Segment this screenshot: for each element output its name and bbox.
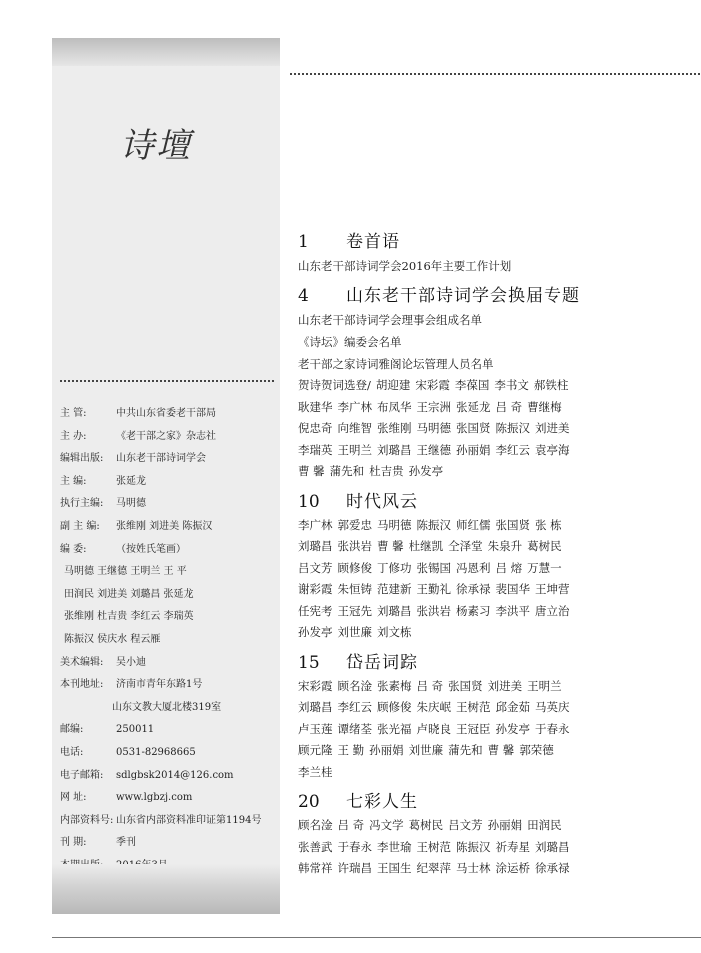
toc-section [298,487,698,644]
author-name: 葛树民 [408,818,444,832]
masthead-value: 山东省内部资料准印证第1194号 [116,814,262,826]
masthead-row [60,742,278,765]
sidebar-top-texture [52,38,280,66]
author-name: 许瑞昌 [337,861,372,875]
author-name: 张维刚 [377,421,412,435]
author-name: 于春永 [535,721,570,736]
toc-item[interactable]: 山东老干部诗词学会理事会组成名单 [298,313,482,327]
author-name: 孙发亭 [298,625,333,639]
author-name: 卢玉莲 [298,721,333,736]
author-name: 张国贤 [456,421,491,435]
masthead-row [60,403,278,426]
author-name: 顾修俊 [337,560,372,575]
toc-page-number: 1 [298,232,309,252]
editor-names-row: 陈振汉 侯庆水 程云雁 [64,633,161,645]
masthead-value: （按姓氏笔画） [116,543,186,555]
toc-section-heading[interactable] [298,487,698,515]
author-name: 仝泽堂 [448,539,483,553]
toc-section-title: 山东老干部诗词学会换届专题 [346,286,580,306]
masthead-row [60,765,278,788]
author-name: 王坤营 [535,582,570,596]
author-name: 孙发亭 [408,464,444,478]
sidebar-divider [60,380,274,382]
author-name: 刘进美 [535,421,570,435]
address-line-2: 山东文教大厦北楼319室 [112,701,222,713]
author-name: 李瑞英 [298,442,333,457]
author-name: 刘世廉 [337,625,372,639]
author-name: 蒲先和 [448,743,483,757]
author-name: 朱庆岷 [416,700,451,714]
author-name: 刘璐昌 [377,442,412,457]
masthead-value: 250011 [116,724,155,736]
masthead-row [60,471,278,494]
masthead-row [60,719,278,742]
author-name: 郝铁柱 [533,378,569,392]
masthead-value: 山东老干部诗词学会 [116,453,206,465]
toc-section [298,281,698,483]
author-name: 丁修功 [377,560,412,575]
header-divider [290,73,700,75]
author-name: 杜继凯 [408,539,444,553]
author-row [298,837,698,859]
author-name: 朱泉升 [487,539,523,553]
author-name: 吕文芳 [298,560,333,575]
author-name: 孙丽娟 [369,743,404,757]
author-name: 胡迎建 [375,378,411,392]
author-name: 吕 奇 [416,678,444,693]
masthead-row [60,426,278,449]
author-name: 马明德 [416,421,451,435]
author-name: 陈振汉 [456,839,491,854]
toc-section [298,227,698,277]
author-name: 郭爱忠 [337,517,372,532]
author-name: 万慧一 [527,560,562,575]
author-name: 刘璐昌 [298,539,333,553]
toc-section-title: 时代风云 [346,491,418,512]
author-name: 涂运桥 [495,861,530,875]
author-name: 李洪平 [495,603,530,618]
author-name: 李葆国 [454,378,490,392]
author-list [298,815,698,880]
author-name: 王勤礼 [416,582,451,596]
author-name: 王明兰 [337,442,372,457]
masthead-row [60,448,278,471]
masthead-label: 执行主编: [60,498,104,510]
author-name: 王树范 [416,839,451,854]
author-name: 张国贤 [495,517,530,532]
masthead-label: 电话: [60,746,84,758]
author-name: 田润民 [527,818,562,832]
author-name: 向维智 [337,421,372,435]
author-row [298,858,698,880]
masthead-value: 马明德 [116,498,146,510]
author-row [298,676,698,698]
author-name: 李世瑜 [377,839,412,854]
author-name: 王国生 [377,861,412,875]
toc-section-heading[interactable] [298,648,698,676]
author-name: 袁亭海 [535,442,570,457]
toc-section-heading[interactable] [298,227,698,255]
author-name: 王明兰 [527,678,562,693]
author-name: 曹 馨 [298,464,325,478]
author-list [298,375,698,483]
author-name: 顾名淦 [337,678,372,693]
author-name: 李广林 [337,399,372,414]
masthead-label: 主 办: [60,430,87,442]
author-name: 谢彩霞 [298,582,333,596]
author-name: 张洪岩 [416,603,451,618]
author-name: 吕文芳 [448,818,483,832]
author-name: 李红云 [337,700,372,714]
author-row [298,601,698,623]
table-of-contents [298,227,698,884]
author-name: 吕 奇 [495,399,523,414]
author-name: 宋彩霞 [298,678,333,693]
author-name: 裴国华 [495,582,530,596]
author-name: 张洪岩 [337,539,372,553]
author-name: 顾名淦 [298,818,333,832]
author-row [298,536,698,558]
author-name: 谭绪荃 [337,721,372,736]
author-name: 曹 馨 [377,539,404,553]
author-row [298,440,698,462]
masthead-label: 网 址: [60,792,87,804]
toc-section [298,648,698,784]
author-name: 倪忠奇 [298,421,333,435]
masthead-row [60,539,278,562]
author-name: 李兰桂 [298,764,333,779]
author-row [298,397,698,419]
author-name: 布凤华 [377,399,412,414]
masthead-row [60,810,278,833]
author-name: 张光福 [377,721,412,736]
masthead-value: 吴小迪 [116,656,146,668]
author-row [298,622,698,644]
author-name: 李书文 [494,378,529,392]
masthead-label: 电子邮箱: [60,769,104,781]
author-name: 贺诗贺词选登/ [298,378,371,392]
masthead-label: 刊 期: [60,837,87,849]
author-name: 刘文栋 [377,625,412,639]
author-name: 任宪考 [298,603,333,618]
sidebar-bottom-texture [52,864,280,914]
author-name: 师红儒 [456,517,491,532]
author-row [298,740,698,762]
toc-section-title: 七彩人生 [346,792,418,812]
toc-item[interactable]: 山东老干部诗词学会2016年主要工作计划 [298,259,512,273]
author-name: 王继德 [416,442,451,457]
author-name: 杜吉贵 [369,464,404,478]
author-name: 张素梅 [377,678,412,693]
author-name: 刘世廉 [408,743,444,757]
author-name: 徐承禄 [535,861,570,875]
editor-names-row: 马明德 王继德 王明兰 王 平 [64,566,187,578]
masthead-value: 0531-82968665 [116,746,196,758]
masthead-label: 编 委: [60,543,87,555]
footer-rule [52,937,701,938]
author-row [298,697,698,719]
masthead-row [60,516,278,539]
author-name: 郭荣德 [519,743,554,757]
author-row [298,375,698,397]
masthead-value: www.lgbzj.com [116,792,193,804]
sidebar-panel [52,38,280,914]
author-name: 韩常祥 [298,861,333,875]
author-name: 于春永 [337,839,372,854]
author-name: 吕 熔 [495,560,523,575]
masthead-row [60,832,278,855]
author-name: 马英庆 [535,700,570,714]
masthead-label: 副 主 编: [60,520,100,532]
masthead-label: 主 管: [60,408,87,419]
author-name: 张善武 [298,839,333,854]
toc-page-number: 4 [298,286,309,306]
author-name: 刘璐昌 [535,839,570,854]
toc-section-heading[interactable] [298,281,698,309]
author-name: 孙发亭 [495,721,530,736]
masthead-label: 编辑出版: [60,453,104,465]
author-name: 吕 奇 [337,818,365,832]
author-list [298,515,698,644]
author-name: 刘进美 [487,678,523,693]
masthead-row [60,652,278,675]
author-name: 王冠先 [337,603,372,618]
editor-names-row: 田润民 刘进美 刘璐昌 张延龙 [64,588,194,600]
masthead-label: 内部资料号: [60,814,114,826]
masthead-value: 张延龙 [116,475,146,487]
toc-page-number: 15 [298,652,320,673]
author-name: 邱金茹 [495,700,530,714]
masthead-row [60,674,278,697]
author-row [298,719,698,741]
author-name: 马明德 [377,517,412,532]
author-name: 葛树民 [527,539,562,553]
masthead-label: 主 编: [60,475,87,487]
author-name: 孙丽娟 [487,818,523,832]
author-name: 顾修俊 [377,700,412,714]
toc-section-heading[interactable] [298,787,698,815]
masthead-value: 中共山东省委老干部局 [116,408,216,419]
author-name: 王冠臣 [456,721,491,736]
author-name: 王 勤 [337,743,365,757]
toc-page-number: 20 [298,792,320,812]
editor-names-row: 张维刚 杜吉贵 李红云 李瑞英 [64,611,194,623]
author-name: 冯文学 [369,818,404,832]
author-name: 唐立治 [535,603,570,618]
magazine-logo: 诗壇 [120,126,192,166]
author-name: 宋彩霞 [415,378,450,392]
author-list [298,676,698,784]
author-name: 杨素习 [456,603,491,618]
masthead-value: sdlgbsk2014@126.com [116,769,234,781]
author-row [298,461,698,483]
author-name: 孙丽娟 [456,442,491,457]
author-name: 耿建华 [298,399,333,414]
author-name: 张锡国 [416,560,451,575]
author-name: 刘璐昌 [377,603,412,618]
author-row [298,418,698,440]
author-row [298,762,698,784]
author-name: 刘璐昌 [298,700,333,714]
author-name: 朱恒铸 [337,582,372,596]
author-name: 陈振汉 [495,421,530,435]
toc-section-title: 岱岳词踪 [346,652,418,673]
masthead-label: 美术编辑: [60,656,104,668]
masthead-label: 邮编: [60,724,84,736]
masthead-value: 张维刚 刘进美 陈振汉 [116,520,213,532]
author-name: 范建新 [377,582,412,596]
author-name: 李广林 [298,517,333,532]
masthead-value: 济南市青年东路1号 [116,679,203,691]
toc-page-number: 10 [298,491,320,512]
author-name: 纪翠萍 [416,861,451,875]
toc-item[interactable]: 老干部之家诗词雅阁论坛管理人员名单 [298,357,494,371]
author-name: 卢晓良 [416,721,451,736]
author-row [298,579,698,601]
toc-item[interactable]: 《诗坛》编委会名单 [298,335,402,349]
masthead-row [60,787,278,810]
author-name: 马士林 [456,861,491,875]
author-name: 张延龙 [456,399,491,414]
masthead-value: 《老干部之家》杂志社 [116,430,216,442]
author-name: 王树范 [456,700,491,714]
author-name: 陈振汉 [416,517,451,532]
author-name: 曹 馨 [487,743,515,757]
author-name: 张 栋 [535,517,562,532]
masthead-label: 本刊地址: [60,679,104,691]
masthead-value: 季刊 [116,837,136,849]
author-name: 顾元隆 [298,743,333,757]
author-name: 张国贤 [448,678,483,693]
masthead-info [60,403,278,877]
toc-section-title: 卷首语 [346,232,400,252]
author-name: 王宗洲 [416,399,451,414]
author-row [298,515,698,537]
author-name: 祈寿星 [495,839,530,854]
author-name: 蒲先和 [329,464,365,478]
author-name: 曹继梅 [527,399,562,414]
author-row [298,558,698,580]
author-row [298,815,698,837]
toc-section [298,787,698,880]
author-name: 冯恩利 [456,560,491,575]
author-name: 李红云 [495,442,530,457]
masthead-row [60,493,278,516]
author-name: 徐承禄 [456,582,491,596]
